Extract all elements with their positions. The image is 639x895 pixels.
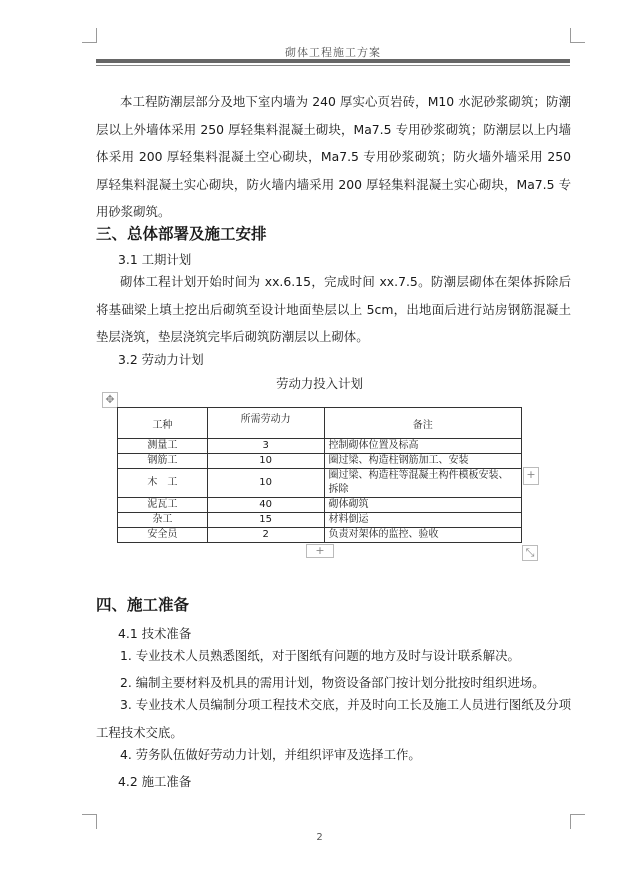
table-header-cell[interactable]: 所需劳动力 (207, 408, 324, 439)
table-row (118, 454, 522, 469)
trade-cell[interactable]: 泥瓦工 (118, 498, 208, 513)
running-header-title: 砌体工程施工方案 (285, 46, 381, 59)
section-4-1-heading[interactable]: 4.1 技术准备 (118, 626, 192, 641)
section-3-1-paragraph[interactable]: 砌体工程计划开始时间为 xx.6.15，完成时间 xx.7.5。防潮层砌体在架体拆除后将基础梁上填土挖出后砌筑至设计地面垫层以上 5cm，出地面后进行站房钢筋混凝土垫层浇筑，垫层浇筑完毕后砌筑防潮层以上砌体。 (96, 274, 571, 344)
note-cell[interactable]: 控制砌体位置及标高 (324, 439, 522, 454)
table-row (118, 498, 522, 513)
page-number: 2 (316, 832, 323, 843)
section-4-2-heading[interactable]: 4.2 施工准备 (118, 774, 192, 789)
count-cell[interactable]: 40 (207, 498, 324, 513)
crop-mark-bottom-left (82, 814, 97, 829)
note-cell[interactable]: 圈过梁、构造柱钢筋加工、安装 (324, 454, 522, 469)
table-header-cell[interactable]: 工种 (118, 408, 208, 439)
trade-cell[interactable]: 安全员 (118, 528, 208, 543)
table-row (118, 513, 522, 528)
add-row-button[interactable]: + (306, 544, 334, 558)
table-move-handle-icon[interactable]: ✥ (102, 392, 118, 408)
count-cell[interactable]: 10 (207, 454, 324, 469)
labor-table[interactable] (117, 407, 522, 543)
note-cell[interactable]: 砌体砌筑 (324, 498, 522, 513)
count-cell[interactable]: 15 (207, 513, 324, 528)
section-3-heading[interactable]: 三、总体部署及施工安排 (96, 225, 267, 243)
section-3-1-heading[interactable]: 3.1 工期计划 (118, 252, 192, 267)
count-cell[interactable]: 3 (207, 439, 324, 454)
crop-mark-top-left (82, 28, 97, 43)
table-resize-handle-icon[interactable]: ⤡ (522, 545, 538, 561)
list-item[interactable]: 3. 专业技术人员编制分项工程技术交底，并及时向工长及施工人员进行图纸及分项工程技术交底。 (96, 697, 571, 740)
trade-cell[interactable]: 杂工 (118, 513, 208, 528)
labor-table-title: 劳动力投入计划 (276, 376, 363, 391)
trade-cell[interactable]: 钢筋工 (118, 454, 208, 469)
table-row (118, 469, 522, 498)
add-column-button[interactable]: + (523, 467, 539, 485)
note-cell[interactable]: 圈过梁、构造柱等混凝土构件模板安装、拆除 (324, 469, 522, 498)
list-item[interactable]: 2. 编制主要材料及机具的需用计划，物资设备部门按计划分批按时组织进场。 (120, 675, 545, 690)
section-3-2-heading[interactable]: 3.2 劳动力计划 (118, 352, 204, 367)
trade-cell[interactable]: 木 工 (118, 469, 208, 498)
list-item[interactable]: 4. 劳务队伍做好劳动力计划，并组织评审及选择工作。 (120, 747, 421, 762)
table-row (118, 439, 522, 454)
header-rule-thin (96, 65, 570, 66)
table-header-row (118, 408, 522, 439)
crop-mark-bottom-right (570, 814, 585, 829)
trade-cell[interactable]: 测量工 (118, 439, 208, 454)
count-cell[interactable]: 2 (207, 528, 324, 543)
intro-paragraph[interactable]: 本工程防潮层部分及地下室内墙为 240 厚实心页岩砖，M10 水泥砂浆砌筑；防潮层以上外墙体采用 250 厚轻集料混凝土砌块，Ma7.5 专用砂浆砌筑；防潮层以上内墙体采用 200 厚轻集料混凝土空心砌块，Ma7.5 专用砂浆砌筑；防火墙外墙采用 250 厚轻集料混凝土实心砌块，防火墙内墙采用 200 厚轻集料混凝土实心砌块，Ma7.5 专用砂浆砌筑。 (96, 94, 571, 219)
note-cell[interactable]: 负责对架体的监控、验收 (324, 528, 522, 543)
note-cell[interactable]: 材料倒运 (324, 513, 522, 528)
crop-mark-top-right (570, 28, 585, 43)
table-row (118, 528, 522, 543)
section-4-heading[interactable]: 四、施工准备 (96, 596, 190, 614)
count-cell[interactable]: 10 (207, 469, 324, 498)
table-header-cell[interactable]: 备注 (324, 408, 522, 439)
list-item[interactable]: 1. 专业技术人员熟悉图纸，对于图纸有问题的地方及时与设计联系解决。 (120, 648, 520, 663)
header-rule-thick (96, 59, 570, 63)
